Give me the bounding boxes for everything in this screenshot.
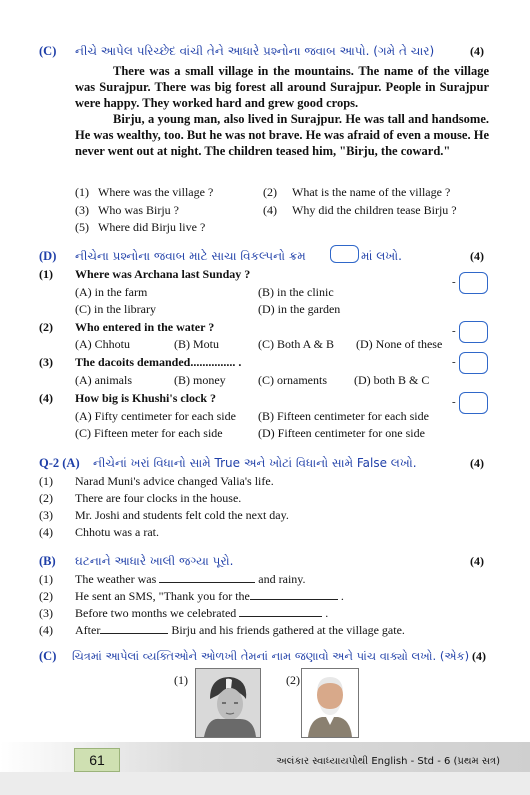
section-c-instruction: નીચે આપેલ પરિચ્છેદ વાંચી તેને આધારે પ્રશ્નોના જવાબ આપો. (ગમે તે ચાર) xyxy=(75,44,435,58)
question-num: (3) xyxy=(75,203,89,217)
mcq-option: (B) Motu xyxy=(174,337,219,351)
section-d-instruction: નીચેના પ્રશ્નોના જવાબ માટે સાચા વિકલ્પનો ક્રમ xyxy=(75,249,306,263)
mcq-answer-box-2[interactable] xyxy=(459,321,488,343)
blank-num: (2) xyxy=(39,589,53,603)
mcq-answer-box-1[interactable] xyxy=(459,272,488,294)
blank-num: (3) xyxy=(39,606,53,620)
blank-after: and rainy. xyxy=(258,572,306,586)
mcq-question: Who entered in the water ? xyxy=(75,320,215,334)
book-title: અલંકાર સ્વાધ્યાયપોથી English - Std - 6 (પ્રથમ સત્ર) xyxy=(276,756,500,767)
blank-before: Before two months we celebrated xyxy=(75,606,237,620)
blank-after: Birju and his friends gathered at the village gate. xyxy=(171,623,405,637)
blank-space[interactable] xyxy=(239,615,322,617)
fill-blank-line-1 xyxy=(75,572,306,587)
blank-space[interactable] xyxy=(100,632,168,634)
question-text: Why did the children tease Birju ? xyxy=(292,203,457,217)
q2c-instruction: ચિત્રમાં આપેલાં વ્યક્તિઓને ઓળખી તેમનાં નામ જણાવો અને પાંચ વાક્યો લખો. (એક) xyxy=(72,649,470,663)
photo-1-label: (1) xyxy=(174,673,188,687)
mcq-option: (B) money xyxy=(174,373,226,387)
instruction-answer-box xyxy=(330,245,359,263)
footer-bottom-strip xyxy=(0,772,530,795)
mcq-option: (B) in the clinic xyxy=(258,285,334,299)
mcq-option: (C) Fifteen meter for each side xyxy=(75,426,223,440)
mcq-option: (D) both B & C xyxy=(354,373,430,387)
mcq-option: (D) in the garden xyxy=(258,302,341,316)
mcq-option: (C) in the library xyxy=(75,302,156,316)
mcq-answer-box-4[interactable] xyxy=(459,392,488,414)
q2b-label: (B) xyxy=(39,554,56,568)
mcq-answer-box-3[interactable] xyxy=(459,352,488,374)
blank-before: After xyxy=(75,623,101,637)
mcq-option: (A) in the farm xyxy=(75,285,148,299)
blank-num: (4) xyxy=(39,623,53,637)
question-text: Where was the village ? xyxy=(98,185,214,199)
passage-paragraph-2: Birju, a young man, also lived in Surajpur. He was tall and handsome. He was wealthy, too. But he was not brave. He was afraid of even a mouse. He never went out at night. The children teased him, "Birju, the coward." xyxy=(75,112,489,158)
mcq-num: (2) xyxy=(39,320,53,334)
mcq-option: (A) Fifty centimeter for each side xyxy=(75,409,236,423)
mcq-num: (3) xyxy=(39,355,53,369)
portrait-woman-image xyxy=(196,669,260,737)
blank-after: . xyxy=(340,589,344,603)
mcq-option: (A) animals xyxy=(75,373,132,387)
mcq-option: (C) Both A & B xyxy=(258,337,335,351)
page-number: 61 xyxy=(74,748,120,772)
fill-blank-line-3 xyxy=(75,606,328,621)
statement-num: (2) xyxy=(39,491,53,505)
mcq-option: (A) Chhotu xyxy=(75,337,130,351)
question-text: What is the name of the village ? xyxy=(292,185,451,199)
question-text: Where did Birju live ? xyxy=(98,220,206,234)
q2b-marks: (4) xyxy=(470,554,484,568)
mcq-option: (D) None of these xyxy=(356,337,443,351)
q2b-instruction: ઘટનાને આધારે ખાલી જગ્યા પૂરો. xyxy=(75,554,234,568)
reading-passage xyxy=(75,63,489,159)
section-c-marks: (4) xyxy=(470,44,484,58)
mcq-question: Where was Archana last Sunday ? xyxy=(75,267,251,281)
statement-text: Mr. Joshi and students felt cold the next day. xyxy=(75,508,289,522)
blank-space[interactable] xyxy=(250,598,338,600)
portrait-man-image xyxy=(302,669,358,737)
mcq-option: (D) Fifteen centimeter for one side xyxy=(258,426,425,440)
q2a-label: Q-2 (A) xyxy=(39,456,80,470)
question-text: Who was Birju ? xyxy=(98,203,179,217)
portrait-photo-2 xyxy=(301,668,359,738)
blank-space[interactable] xyxy=(159,581,255,583)
section-d-marks: (4) xyxy=(470,249,484,263)
fill-blank-line-4 xyxy=(75,623,405,638)
statement-text: There are four clocks in the house. xyxy=(75,491,242,505)
statement-text: Narad Muni's advice changed Valia's life. xyxy=(75,474,274,488)
section-c-label: (C) xyxy=(39,44,57,58)
question-num: (4) xyxy=(263,203,277,217)
answer-dash: - xyxy=(452,356,456,368)
blank-before: The weather was xyxy=(75,572,157,586)
passage-paragraph-1: There was a small village in the mountains. The name of the village was Surajpur. There was big forest all around Surajpur. People in Surajpur were happy. They worked hard and grew good crops. xyxy=(75,64,489,110)
q2c-marks: (4) xyxy=(472,649,486,663)
statement-num: (3) xyxy=(39,508,53,522)
q2a-instruction: નીચેનાં ખરાં વિધાનો સામે True અને ખોટાં વિધાનો સામે False લખો. xyxy=(93,456,417,470)
q2c-label: (C) xyxy=(39,649,57,663)
mcq-num: (1) xyxy=(39,267,53,281)
mcq-option: (B) Fifteen centimeter for each side xyxy=(258,409,429,423)
photo-2-label: (2) xyxy=(286,673,300,687)
statement-num: (4) xyxy=(39,525,53,539)
mcq-question: How big is Khushi's clock ? xyxy=(75,391,217,405)
mcq-num: (4) xyxy=(39,391,53,405)
q2a-marks: (4) xyxy=(470,456,484,470)
mcq-question: The dacoits demanded............... . xyxy=(75,355,242,369)
portrait-photo-1 xyxy=(195,668,261,738)
fill-blank-line-2 xyxy=(75,589,344,604)
blank-before: He sent an SMS, "Thank you for the xyxy=(75,589,250,603)
section-d-instruction-end: માં લખો. xyxy=(361,249,402,263)
section-d-label: (D) xyxy=(39,249,57,263)
statement-text: Chhotu was a rat. xyxy=(75,525,159,539)
statement-num: (1) xyxy=(39,474,53,488)
answer-dash: - xyxy=(452,396,456,408)
question-num: (2) xyxy=(263,185,277,199)
question-num: (5) xyxy=(75,220,89,234)
mcq-option: (C) ornaments xyxy=(258,373,327,387)
answer-dash: - xyxy=(452,276,456,288)
question-num: (1) xyxy=(75,185,89,199)
answer-dash: - xyxy=(452,325,456,337)
blank-after: . xyxy=(325,606,329,620)
blank-num: (1) xyxy=(39,572,53,586)
